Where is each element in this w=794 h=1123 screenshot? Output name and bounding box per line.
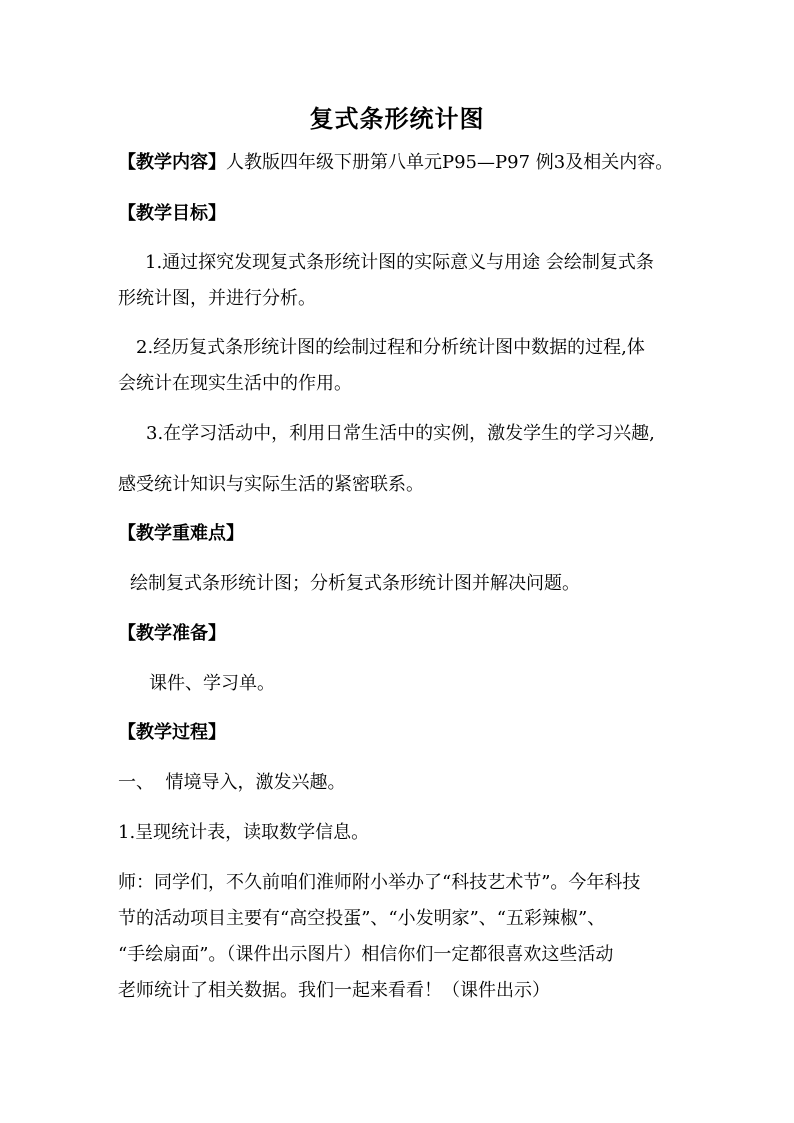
section-1-heading: 一、 情境导入，激发兴趣。 [118, 772, 346, 793]
content-text: 人教版四年级下册第八单元P95—P97 例3及相关内容。 [226, 152, 674, 173]
step-1: 1.呈现统计表，读取数学信息。 [118, 822, 370, 843]
difficulty-heading: 【教学重难点】 [118, 523, 244, 544]
paragraph-line-1: 师：同学们，不久前咱们淮师附小举办了“科技艺术节”。今年科技 [118, 872, 641, 893]
content-label: 【教学内容】 [118, 152, 226, 173]
goal3-line1: 3.在学习活动中，利用日常生活中的实例，激发学生的学习兴趣, [146, 423, 655, 444]
goal2-line1: 2.经历复式条形统计图的绘制过程和分析统计图中数据的过程,体 [136, 337, 645, 358]
paragraph-line-4: 老师统计了相关数据。我们一起来看看！（课件出示） [118, 980, 550, 1001]
paragraph-line-3: “手绘扇面”。（课件出示图片）相信你们一定都很喜欢这些活动 [118, 944, 614, 965]
content-line [118, 151, 673, 175]
goal1-line1: 1.通过探究发现复式条形统计图的实际意义与用途 会绘制复式条 [145, 252, 654, 273]
goals-heading: 【教学目标】 [118, 203, 226, 224]
process-heading: 【教学过程】 [118, 722, 226, 743]
paragraph-line-2: 节的活动项目主要有“高空投蛋”、“小发明家”、“五彩辣椒”、 [118, 908, 606, 929]
goal1-line2: 形统计图，并进行分析。 [118, 288, 316, 309]
goal2-line2: 会统计在现实生活中的作用。 [118, 373, 352, 394]
difficulty-text: 绘制复式条形统计图；分析复式条形统计图并解决问题。 [130, 573, 580, 594]
prep-heading: 【教学准备】 [118, 623, 226, 644]
goal3-line2: 感受统计知识与实际生活的紧密联系。 [118, 474, 424, 495]
page-title: 复式条形统计图 [309, 104, 485, 133]
prep-text: 课件、学习单。 [149, 673, 275, 694]
